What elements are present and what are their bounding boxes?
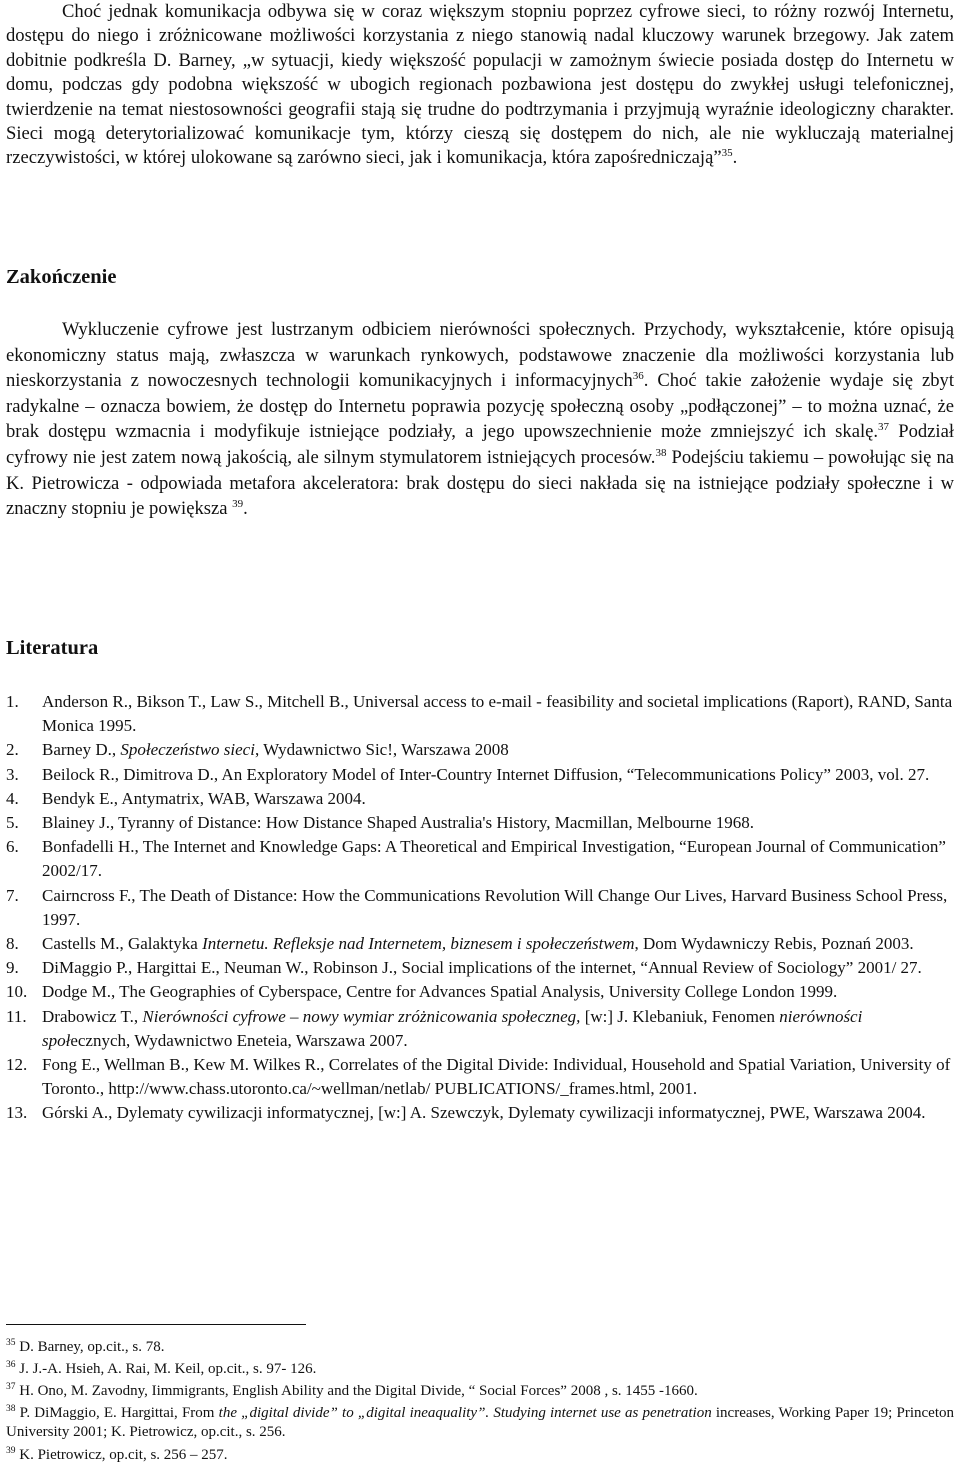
reference-item xyxy=(6,690,954,738)
reference-text: Górski A., Dylematy cywilizacji informatycznej, [w:] A. Szewczyk, Dylematy cywilizacji informatycznej, PWE, Warszawa 2004. xyxy=(42,1103,926,1123)
reference-text: Anderson R., Bikson T., Law S., Mitchell B., Universal access to e-mail - feasibility and societal implications (Raport), RAND, Santa Monica 1995. xyxy=(42,692,953,736)
reference-item xyxy=(6,787,954,811)
reference-title: Internetu. Refleksje nad Internetem, biznesem i społeczeństwem xyxy=(202,934,635,954)
reference-item xyxy=(6,1101,954,1125)
footnote-number: 39 xyxy=(6,1446,16,1456)
footnote-number: 35 xyxy=(6,1338,16,1348)
reference-text: Barney D., xyxy=(42,740,121,760)
section-heading: Zakończenie xyxy=(6,266,117,288)
reference-number: 4. xyxy=(6,788,19,808)
reference-item xyxy=(6,835,954,883)
reference-text: Blainey J., Tyranny of Distance: How Distance Shaped Australia's History, Macmillan, Melbourne 1968. xyxy=(42,813,754,833)
reference-text: DiMaggio P., Hargittai E., Neuman W., Robinson J., Social implications of the internet, “Annual Review of Sociology” 2001/ 27. xyxy=(42,958,922,978)
reference-number: 11. xyxy=(6,1006,27,1026)
footnote xyxy=(6,1446,954,1465)
footnote-title: the „digital divide” to „digital ineaquality”. Studying internet use as penetration xyxy=(218,1405,712,1421)
reference-item xyxy=(6,1053,954,1101)
body-paragraph xyxy=(6,0,954,171)
reference-item xyxy=(6,980,954,1004)
reference-number: 3. xyxy=(6,764,19,784)
reference-number: 12. xyxy=(6,1055,28,1075)
footnote-number: 37 xyxy=(6,1382,16,1392)
reference-text: , Dom Wydawniczy Rebis, Poznań 2003. xyxy=(634,934,914,954)
paragraph-text: . xyxy=(243,498,248,520)
footnote-text: J. J.-A. Hsieh, A. Rai, M. Keil, op.cit., s. 97- 126. xyxy=(15,1361,317,1377)
body-paragraph xyxy=(6,317,954,522)
reference-item xyxy=(6,811,954,835)
paragraph-text: . xyxy=(732,147,738,169)
footnote-text: H. Ono, M. Zavodny, Iimmigrants, English Ability and the Digital Divide, “ Social Forces” 2008 , s. 1455 -1660. xyxy=(15,1383,698,1399)
footnote-ref[interactable]: 38 xyxy=(655,446,667,459)
reference-text: Bendyk E., Antymatrix, WAB, Warszawa 2004. xyxy=(42,788,366,808)
paragraph-text: Podejściu takiemu – powołując się na K. Pietrowicza - odpowiada metafora akceleratora: brak dostępu do sieci nakłada się na istniejące podziały społeczne i w znaczny stopniu je powiększa xyxy=(6,446,954,520)
reference-text: Fong E., Wellman B., Kew M. Wilkes R., Correlates of the Digital Divide: Individual, Household and Spatial Variation, University of Toronto., http://www.chass.utoronto.ca/~wellman/netlab/ PUBLICATIONS/_frames.html, 2001. xyxy=(42,1055,951,1099)
footnote-text: increases, Working Paper 19; Princeton University 2001; K. Pietrowicz, op.cit., s. 256. xyxy=(6,1405,954,1440)
reference-list xyxy=(6,690,954,1126)
reference-title: Społeczeństwo sieci xyxy=(120,740,255,760)
footnote xyxy=(6,1382,954,1401)
reference-number: 7. xyxy=(6,885,19,905)
footnote-ref[interactable]: 35 xyxy=(721,147,733,160)
paragraph-text: Wykluczenie cyfrowe jest lustrzanym odbiciem nierówności społecznych. Przychody, wykształcenie, które opisują ekonomiczny status mają, zwłaszcza w warunkach rynkowych, podstawowe znaczenie dla możliwości korzystania lub nieskorzystania z nowoczesnych technologii komunikacyjnych i informacyjnych xyxy=(6,319,954,392)
footnote-text: K. Pietrowicz, op.cit, s. 256 – 257. xyxy=(15,1447,228,1463)
footnote-ref[interactable]: 36 xyxy=(632,370,644,383)
footnote-text: P. DiMaggio, E. Hargittai, From xyxy=(15,1405,219,1421)
reference-title: Nierówności cyfrowe – nowy wymiar zróżnicowania społeczneg, xyxy=(142,1006,581,1026)
footnote-ref[interactable]: 37 xyxy=(878,421,890,434)
reference-number: 6. xyxy=(6,837,19,857)
footnote-number: 36 xyxy=(6,1360,16,1370)
paragraph-text: Podział cyfrowy nie jest zatem nową jakością, ale silnym stymulatorem istniejących procesów. xyxy=(6,421,955,468)
paragraph-text: Choć jednak komunikacja odbywa się w coraz większym stopniu poprzez cyfrowe sieci, to różny rozwój Internetu, dostępu do niego i zróżnicowane możliwości korzystania z niego stanowią nadal kluczowy warunek brzegowy. Jak zatem dobitnie podkreśla D. Barney, „w sytuacji, kiedy większość populacji w zamożnym świecie posiada dostęp do Internetu w domu, podczas gdy podobna większość w ubogich regionach pozbawiona jest dostępu do zwykłej usługi telefonicznej, twierdzenie na temat niestosowności geografii stają się trudne do podtrzymania i przyjmują wyraźnie ideologiczny charakter. Sieci mogą deterytorializować komunikacje tym, którzy cieszą się dostępem do nich, ale nie wykluczają materialnej rzeczywistości, w której ulokowane są zarówno sieci, jak i komunikacja, która zapośredniczają” xyxy=(6,1,954,169)
reference-text: Dodge M., The Geographies of Cyberspace, Centre for Advances Spatial Analysis, University College London 1999. xyxy=(42,982,838,1002)
reference-number: 13. xyxy=(6,1103,28,1123)
footnote xyxy=(6,1338,954,1357)
reference-item xyxy=(6,738,954,762)
reference-number: 2. xyxy=(6,740,19,760)
reference-number: 1. xyxy=(6,692,19,711)
footnote-separator xyxy=(6,1324,306,1325)
reference-text: [w:] J. Klebaniuk, Fenomen xyxy=(580,1006,780,1026)
footnote xyxy=(6,1404,954,1441)
reference-text: Drabowicz T., xyxy=(42,1006,143,1026)
reference-number: 8. xyxy=(6,934,19,954)
footnote-text: D. Barney, op.cit., s. 78. xyxy=(15,1339,165,1355)
reference-item xyxy=(6,956,954,980)
reference-item xyxy=(6,1005,954,1053)
footnote xyxy=(6,1360,954,1379)
reference-item xyxy=(6,763,954,787)
paragraph-text: . Choć takie założenie wydaje się zbyt radykalne – oznacza bowiem, że dostęp do Internetu poprawia pozycję społeczną osoby „podłączonej” – to można uznać, że brak dostępu wzmacnia i modyfikuje istniejące podziały, a jego upowszechnienie może zmniejszyć ich skalę. xyxy=(6,370,954,443)
footnote-number: 38 xyxy=(6,1404,16,1414)
reference-number: 9. xyxy=(6,958,19,978)
reference-item xyxy=(6,884,954,932)
reference-text: Cairncross F., The Death of Distance: How the Communications Revolution Will Change Our Lives, Harvard Business School Press, 1997. xyxy=(42,885,948,929)
reference-item xyxy=(6,932,954,956)
reference-text: Castells M., Galaktyka xyxy=(42,934,203,954)
reference-title: nierówności społ xyxy=(42,1006,863,1050)
reference-number: 10. xyxy=(6,982,28,1002)
reference-text: , Wydawnictwo Sic!, Warszawa 2008 xyxy=(254,740,509,760)
section-heading: Literatura xyxy=(6,637,99,659)
reference-text: Beilock R., Dimitrova D., An Exploratory Model of Inter-Country Internet Diffusion, “Telecommunications Policy” 2003, vol. 27. xyxy=(42,764,930,784)
reference-text: Bonfadelli H., The Internet and Knowledge Gaps: A Theoretical and Empirical Investigation, “European Journal of Communication” 2002/17. xyxy=(42,837,946,881)
reference-number: 5. xyxy=(6,813,19,833)
reference-text: ecznych, Wydawnictwo Eneteia, Warszawa 2007. xyxy=(70,1030,408,1050)
footnote-ref[interactable]: 39 xyxy=(232,498,244,511)
